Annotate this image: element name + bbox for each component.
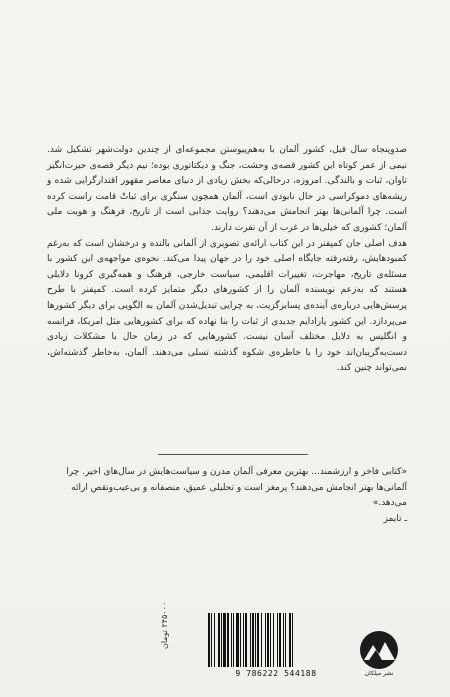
- synopsis-paragraph-2: هدف اصلی جان کمپفنر در این کتاب ارائه‌ی تصویری از آلمانی بالنده و درخشان است که به‌رغم کمبودهایش، رفته‌رفته جایگاه اصلی خود را در جهان پیدا می‌کند. نحوه‌ی مواجهه‌ی این کشور با مسئله‌ی تاریخ، مهاجرت، تغییرات اقلیمی، سیاست خارجی، فرهنگ و همه‌گیری کرونا دلایلی هستند که به‌زعم نویسنده آلمان را از کشورهای دیگر متمایز کرده است. کمپفنر با طرح پرسش‌هایی درباره‌ی آینده‌ی پسابرگزیت، به چرایی تبدیل‌شدن آلمان به الگویی برای دیگر کشورها می‌پردازد. این کشور پارادایم جدیدی از ثبات را بنا نهاده که برای کشورهایی مثل امریکا، فرانسه و انگلیس به دلایل مختلف آسان نیست. کشورهایی که در زمان حال با مشکلات زیادی دست‌به‌گریبان‌اند خود را با خاطره‌ی شکوه گذشته تسلی می‌دهند. آلمان، به‌خاطر گذشته‌اش، نمی‌تواند چنین کند.: [47, 238, 407, 374]
- synopsis-text: [47, 143, 407, 377]
- barcode-number: 9 786222 544188: [235, 669, 317, 678]
- synopsis-paragraph-1: صدوپنجاه سال قبل، کشور آلمان با به‌هم‌پیوستن مجموعه‌ای از چندین دولت‌شهر تشکیل شد. نیمی از عمر کوتاه این کشور قصه‌ی وحشت، جنگ و دیکتاتوری بوده؛ نیم دیگر قصه‌ی حیرت‌انگیز تاوان، ثبات و بالندگی. امروزه، درحالی‌که بخش زیادی از دنیای معاصر مقهور اقتدارگرایی شده و ریشه‌های دموکراسی در حال نابودی است، آلمان همچون سنگری برای ثباتْ قامت راست کرده است. چرا آلمانی‌ها بهتر انجامش می‌دهند؟ روایت جذابی است از تاریخ، فرهنگ و هویت ملی آلمان؛ کشوری که خیلی‌ها در غرب از آن نفرت دارند.: [47, 145, 407, 233]
- publisher-logo: [358, 630, 400, 680]
- isbn-barcode: [202, 611, 350, 681]
- section-divider: [158, 454, 308, 455]
- quote-source: ـ تایمز: [383, 513, 407, 524]
- publisher-name: نشر میلکان: [364, 670, 394, 677]
- mountain-logo-icon: [358, 630, 400, 670]
- price-label: ۲۴۵۰۰۰ تومان: [160, 602, 169, 650]
- review-quote: [47, 465, 407, 527]
- barcode-bars-icon: [202, 611, 350, 667]
- quote-text: «کتابی فاخر و ارزشمند... بهترین معرفی آلمان مدرن و سیاست‌هایش در سال‌های اخیر. چرا آلمانی‌ها بهتر انجامش می‌دهند؟ پرمغز است و تحلیلی عمیق، منصفانه و بی‌عیب‌ونقص ارائه می‌دهد.»: [66, 467, 407, 509]
